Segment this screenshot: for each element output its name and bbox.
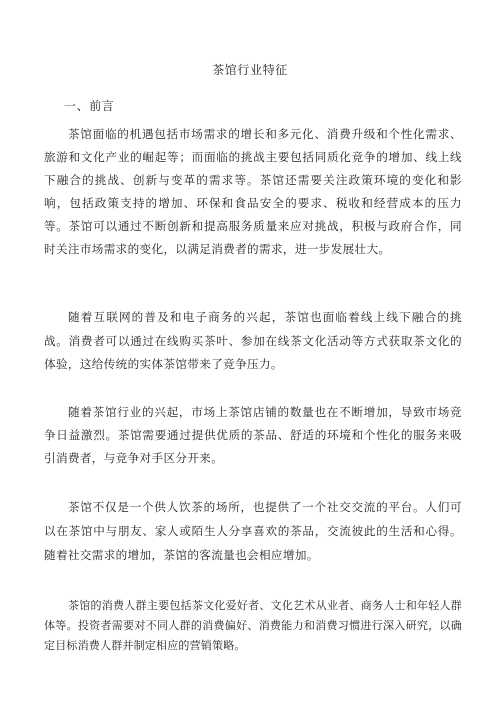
document-title: 茶馆行业特征 — [212, 63, 288, 77]
paragraph-3: 随着茶馆行业的兴起，市场上茶馆店铺的数量也在不断增加，导致市场竞争日益激烈。茶馆需要通过提供优质的茶品、舒适的环境和个性化的服务来吸引消费者，与竞争对手区分开来。 — [44, 405, 462, 466]
section-heading: 一、前言 — [64, 99, 115, 113]
paragraph-5: 茶馆的消费人群主要包括茶文化爱好者、文化艺术从业者、商务人士和年轻人群体等。投资者需要对不同人群的消费偏好、消费能力和消费习惯进行深入研究，以确定目标消费人群并制定相应的营销策略。 — [44, 599, 462, 652]
paragraph-2: 随着互联网的普及和电子商务的兴起，茶馆也面临着线上线下融合的挑战。消费者可以通过在线购买茶叶、参加在线茶文化活动等方式获取茶文化的体验，这给传统的实体茶馆带来了竞争压力。 — [44, 310, 462, 371]
paragraph-1: 茶馆面临的机遇包括市场需求的增长和多元化、消费升级和个性化需求、旅游和文化产业的崛起等；而面临的挑战主要包括同质化竞争的增加、线上线下融合的挑战、创新与变革的需求等。茶馆还需要关注政策环境的变化和影响，包括政策支持的增加、环保和食品安全的要求、税收和经营成本的压力等。茶馆可以通过不断创新和提高服务质量来应对挑战，积极与政府合作，同时关注市场需求的变化，以满足消费者的需求，进一步发展壮大。 — [44, 127, 462, 256]
paragraph-4: 茶馆不仅是一个供人饮茶的场所，也提供了一个社交交流的平台。人们可以在茶馆中与朋友、家人或陌生人分享喜欢的茶品，交流彼此的生活和心得。随着社交需求的增加，茶馆的客流量也会相应增加。 — [44, 500, 462, 562]
